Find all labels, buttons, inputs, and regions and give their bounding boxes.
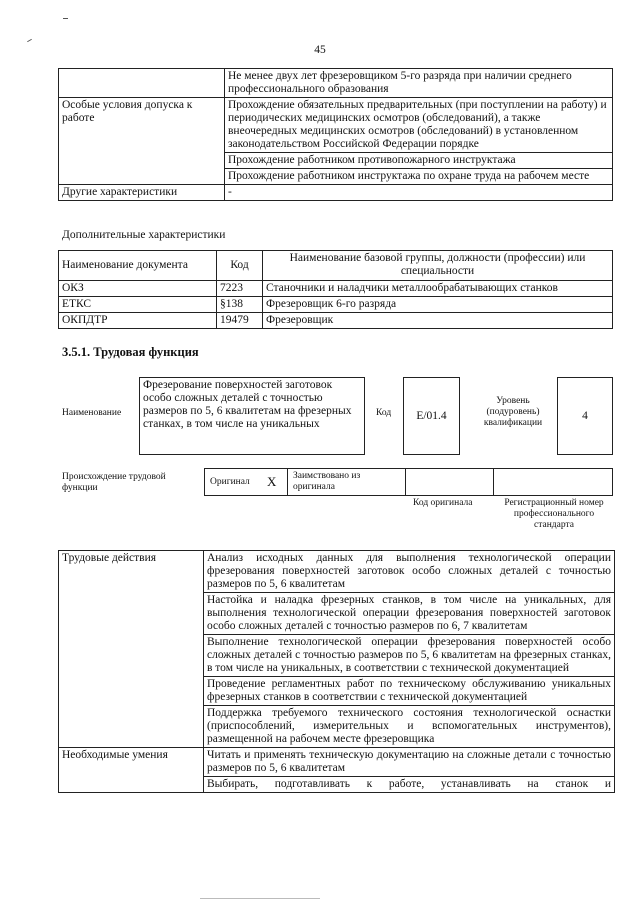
table-cell: Фрезеровщик	[263, 313, 613, 329]
table-row	[59, 69, 613, 98]
column-header: Наименование документа	[59, 251, 217, 281]
scan-mark	[27, 39, 32, 42]
origin-divider	[405, 468, 406, 496]
table-row	[59, 297, 613, 313]
borrowed-label: Заимствовано из оригинала	[293, 471, 361, 492]
table-cell	[59, 69, 225, 98]
origin-divider	[287, 468, 288, 496]
labor-action-item: Анализ исходных данных для выполнения технологической операции фрезерования поверхностей заготовок особо сложных деталей с точностью размеров по 5, 6 квалитетам	[204, 551, 615, 593]
section-title: 3.5.1. Трудовая функция	[62, 345, 199, 359]
column-header: Наименование базовой группы, должности (профессии) или специальности	[263, 251, 613, 281]
skill-item: Выбирать, подготавливать к работе, устанавливать на станок и	[204, 777, 615, 793]
scan-edge	[200, 898, 320, 899]
table-cell: Другие характеристики	[59, 185, 225, 201]
origin-box	[204, 468, 613, 496]
table-cell: -	[225, 185, 613, 201]
table-row	[59, 185, 613, 201]
table-row	[59, 98, 613, 153]
table-row	[59, 313, 613, 329]
table-cell: 19479	[217, 313, 263, 329]
table-cell: Фрезеровщик 6-го разряда	[263, 297, 613, 313]
origin-label: Происхождение трудовой функции	[62, 472, 166, 493]
page-number: 45	[314, 44, 326, 56]
table-cell: Прохождение работником инструктажа по охране труда на рабочем месте	[225, 169, 613, 185]
skill-item: Читать и применять техническую документацию на сложные детали с точностью размеров по 5, 6 квалитетам	[204, 748, 615, 777]
scan-mark	[63, 18, 68, 19]
table-cell: Не менее двух лет фрезеровщиком 5-го разряда при наличии среднего профессионального образования	[225, 69, 613, 98]
code-original-label: Код оригинала	[413, 498, 473, 508]
table-cell: Прохождение обязательных предварительных (при поступлении на работу) и периодических медицинских осмотров (обследований), а также внеочередных медицинских осмотров (обследований) в установленном законодательством Российской Федерации порядке	[225, 98, 613, 153]
table-cell: 7223	[217, 281, 263, 297]
table-row	[59, 551, 615, 593]
table-cell: ЕТКС	[59, 297, 217, 313]
original-mark: X	[267, 474, 277, 489]
table-row	[59, 281, 613, 297]
function-name-value: Фрезерование поверхностей заготовок особо сложных деталей с точностью размеров по 5, 6 квалитетам на фрезерных станках, в том числе на уникальных	[143, 379, 352, 430]
name-label: Наименование	[62, 408, 122, 418]
table-cell: Станочники и наладчики металлообрабатывающих станков	[263, 281, 613, 297]
level-value: 4	[582, 409, 588, 422]
code-value: E/01.4	[416, 409, 447, 422]
qualification-table	[58, 68, 613, 201]
reg-number-label: Регистрационный номер профессионального стандарта	[504, 498, 604, 530]
labor-action-item: Настойка и наладка фрезерных станков, в том числе на уникальных, для выполнения технологической операции фрезерования поверхностей заготовок особо сложных деталей с точностью размеров по 6, 7 квалитетам	[204, 593, 615, 635]
origin-divider	[493, 468, 494, 496]
labor-action-item: Выполнение технологической операции фрезерования поверхностей особо сложных деталей с точностью размеров по 5, 6 квалитетам на фрезерных станках, в том числе на уникальных, в соответствии с технической документацией	[204, 635, 615, 677]
skills-label: Необходимые умения	[59, 748, 204, 793]
level-label: Уровень (подуровень) квалификации	[483, 396, 543, 428]
table-cell: ОКПДТР	[59, 313, 217, 329]
original-label: Оригинал	[210, 477, 250, 487]
table-cell: Особые условия допуска к работе	[59, 98, 225, 185]
table-cell: ОКЗ	[59, 281, 217, 297]
additional-characteristics-title: Дополнительные характеристики	[62, 229, 226, 241]
additional-characteristics-table	[58, 250, 613, 329]
table-row	[59, 748, 615, 777]
code-label: Код	[376, 408, 392, 418]
table-header-row	[59, 251, 613, 281]
table-cell: Прохождение работником противопожарного инструктажа	[225, 153, 613, 169]
code-box	[403, 377, 460, 455]
level-box	[557, 377, 613, 455]
labor-action-item: Поддержка требуемого технического состояния технологической оснастки (приспособлений, измерительных и вспомогательных инструментов), размещенной на рабочем месте фрезеровщика	[204, 706, 615, 748]
function-name-box	[139, 377, 365, 455]
table-cell: §138	[217, 297, 263, 313]
labor-actions-label: Трудовые действия	[59, 551, 204, 748]
labor-action-item: Проведение регламентных работ по техническому обслуживанию уникальных фрезерных станков в соответствии с технической документацией	[204, 677, 615, 706]
labor-function-table	[58, 550, 615, 793]
column-header: Код	[217, 251, 263, 281]
